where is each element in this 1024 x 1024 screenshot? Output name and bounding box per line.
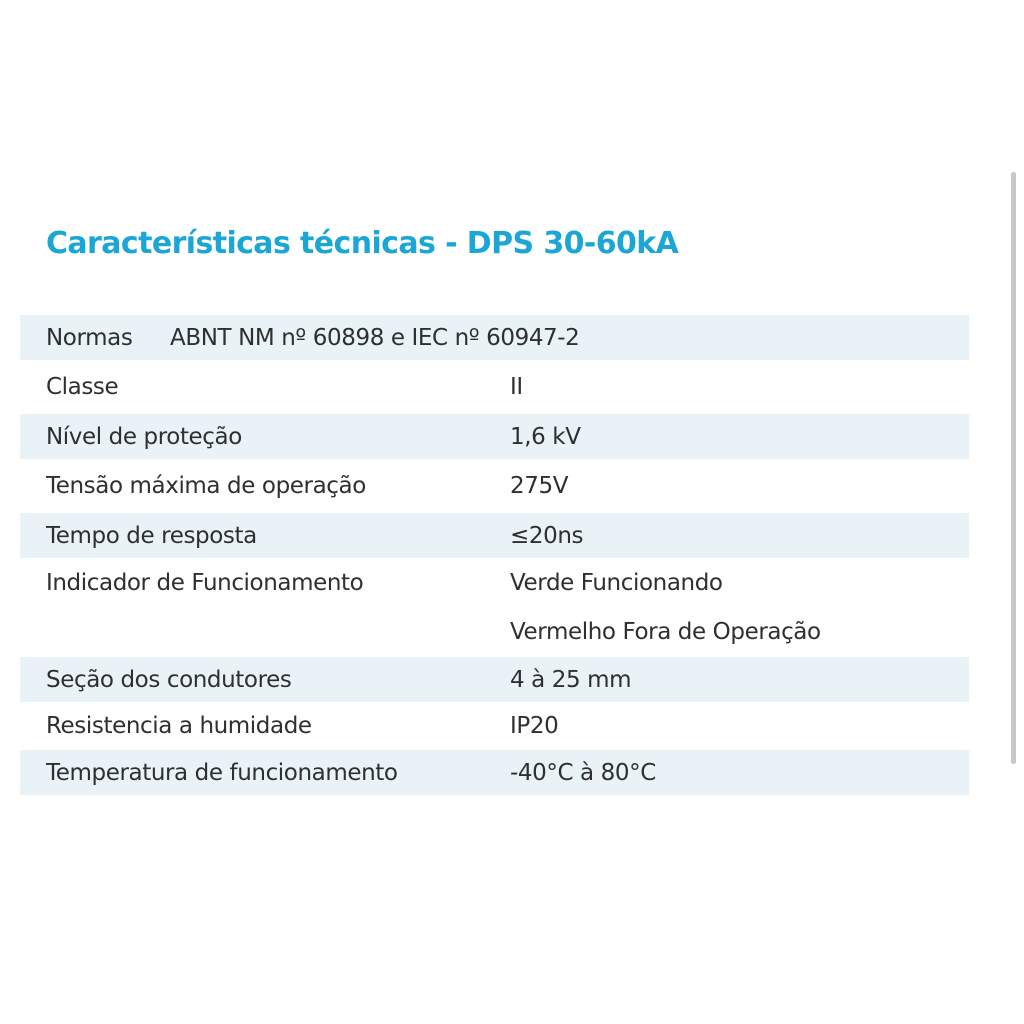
spec-value: II [510,374,523,400]
spec-value: 275V [510,473,569,499]
spec-label: Seção dos condutores [46,666,292,693]
spec-row-indicador [20,558,969,657]
spec-table [20,315,969,795]
spec-value: ≤20ns [510,522,584,549]
spec-row-resistencia-humidade [20,702,969,750]
spec-row-classe [20,360,969,414]
spec-row-secao-condutores [20,657,969,702]
spec-row-normas [20,315,969,360]
spec-value: 1,6 kV [510,423,581,450]
spec-label: Temperatura de funcionamento [46,759,398,786]
vertical-scrollbar[interactable] [1011,172,1016,764]
spec-row-nivel-protecao [20,414,969,459]
spec-value: IP20 [510,713,559,739]
page-title: Características técnicas - DPS 30-60kA [46,226,679,261]
spec-label: Tensão máxima de operação [46,473,366,499]
spec-value: Verde Funcionando [510,570,723,596]
spec-value: -40°C à 80°C [510,759,656,786]
spec-label: Tempo de resposta [46,522,257,549]
spec-value: ABNT NM nº 60898 e IEC nº 60947-2 [170,324,580,351]
spec-label: Indicador de Funcionamento [46,570,364,596]
spec-label: Resistencia a humidade [46,713,312,739]
spec-label: Normas [46,324,133,351]
spec-row-tensao-maxima [20,459,969,513]
spec-row-tempo-resposta [20,513,969,558]
spec-label: Classe [46,374,119,400]
spec-row-temperatura [20,750,969,795]
spec-value-secondary: Vermelho Fora de Operação [510,619,821,645]
spec-value: 4 à 25 mm [510,666,632,693]
spec-label: Nível de proteção [46,423,242,450]
